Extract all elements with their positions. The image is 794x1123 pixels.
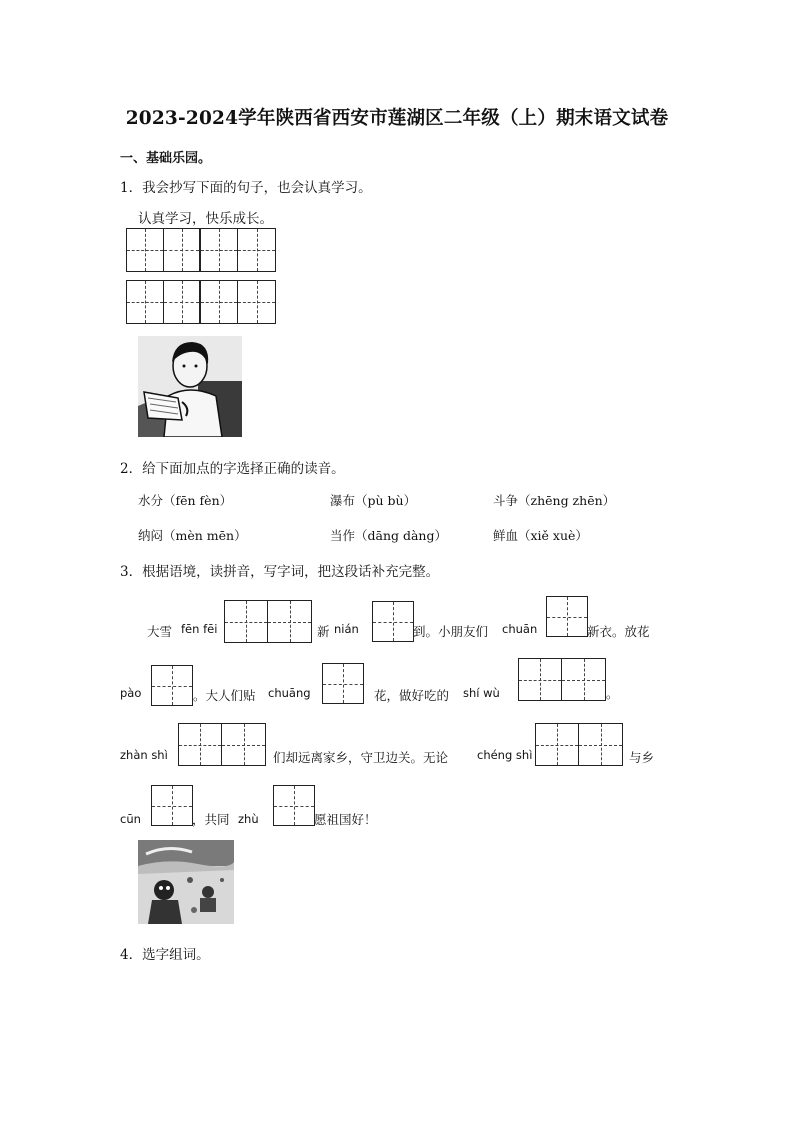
question-3-label: 3．根据语境，读拼音，写字词，把这段话补充完整。 xyxy=(120,564,440,580)
passage-text: 与乡 xyxy=(629,750,655,765)
passage-text: 们却远离家乡，守卫边关。无论 xyxy=(273,750,449,765)
writing-cell[interactable] xyxy=(225,601,268,642)
passage-text: 花，做好吃的 xyxy=(374,688,450,703)
question-1-label: 1．我会抄写下面的句子，也会认真学习。 xyxy=(120,180,372,196)
answer-box-chuan xyxy=(546,596,588,637)
pinyin-prompt: pào xyxy=(120,686,142,700)
writing-cell[interactable] xyxy=(547,597,587,636)
passage-text: 新 xyxy=(317,624,330,639)
pinyin-prompt: cūn xyxy=(120,812,141,826)
pinyin-prompt: chuān xyxy=(502,622,538,636)
winter-scene-illustration xyxy=(138,840,234,924)
writing-cell[interactable] xyxy=(164,229,201,271)
writing-cell[interactable] xyxy=(152,666,192,705)
copy-grid-row-1 xyxy=(126,228,276,272)
passage-text: ，共同 xyxy=(192,812,230,827)
writing-cell[interactable] xyxy=(127,229,164,271)
writing-cell[interactable] xyxy=(238,229,275,271)
answer-box-chengshi xyxy=(535,723,623,766)
pinyin-prompt: chuāng xyxy=(268,686,311,700)
answer-box-shiwu xyxy=(518,658,606,701)
writing-cell[interactable] xyxy=(238,281,275,323)
passage-text: 大雪 xyxy=(147,624,173,639)
boy-reading-illustration xyxy=(138,336,242,437)
passage-text: 。大人们贴 xyxy=(193,688,256,703)
passage-text: 新衣。放花 xyxy=(587,624,650,639)
reading-choice-6: 鲜血（xiě xuè） xyxy=(493,528,588,543)
answer-box-chuang xyxy=(322,663,364,704)
pinyin-prompt: chéng shì xyxy=(477,748,533,762)
question-4-label: 4．选字组词。 xyxy=(120,947,210,963)
page-title: 2023-2024学年陕西省西安市莲湖区二年级（上）期末语文试卷 xyxy=(125,108,669,129)
pinyin-prompt: nián xyxy=(334,622,359,636)
reading-choice-4: 纳闷（mèn mēn） xyxy=(138,528,247,543)
writing-cell[interactable] xyxy=(201,281,238,323)
reading-choice-2: 瀑布（pù bù） xyxy=(330,493,417,508)
answer-box-pao xyxy=(151,665,193,706)
reading-choice-5: 当作（dāng dàng） xyxy=(330,528,447,543)
writing-cell[interactable] xyxy=(268,601,311,642)
question-1-sentence: 认真学习，快乐成长。 xyxy=(138,211,273,227)
answer-box-zhu xyxy=(273,785,315,826)
question-2-label: 2．给下面加点的字选择正确的读音。 xyxy=(120,461,345,477)
writing-cell[interactable] xyxy=(201,229,238,271)
answer-box-zhanshi xyxy=(178,723,266,766)
answer-box-nian xyxy=(372,601,414,642)
pinyin-prompt: zhù xyxy=(238,812,259,826)
writing-cell[interactable] xyxy=(127,281,164,323)
writing-cell[interactable] xyxy=(222,724,265,765)
answer-box-fenfei xyxy=(224,600,312,643)
copy-grid-row-2 xyxy=(126,280,276,324)
pinyin-prompt: shí wù xyxy=(463,686,500,700)
section-heading: 一、基础乐园。 xyxy=(120,151,212,166)
writing-cell[interactable] xyxy=(164,281,201,323)
passage-text: 。 xyxy=(606,686,619,701)
writing-cell[interactable] xyxy=(179,724,222,765)
reading-choice-3: 斗争（zhēng zhēn） xyxy=(493,493,616,508)
reading-choice-1: 水分（fēn fèn） xyxy=(138,493,233,508)
answer-box-cun xyxy=(151,785,193,826)
writing-cell[interactable] xyxy=(152,786,192,825)
writing-cell[interactable] xyxy=(536,724,579,765)
writing-cell[interactable] xyxy=(323,664,363,703)
writing-cell[interactable] xyxy=(562,659,605,700)
writing-cell[interactable] xyxy=(519,659,562,700)
writing-cell[interactable] xyxy=(373,602,413,641)
passage-text: 到。小朋友们 xyxy=(413,624,489,639)
writing-cell[interactable] xyxy=(274,786,314,825)
passage-text: 愿祖国好！ xyxy=(314,812,377,827)
pinyin-prompt: fēn fēi xyxy=(181,622,218,636)
writing-cell[interactable] xyxy=(579,724,622,765)
pinyin-prompt: zhàn shì xyxy=(120,748,168,762)
